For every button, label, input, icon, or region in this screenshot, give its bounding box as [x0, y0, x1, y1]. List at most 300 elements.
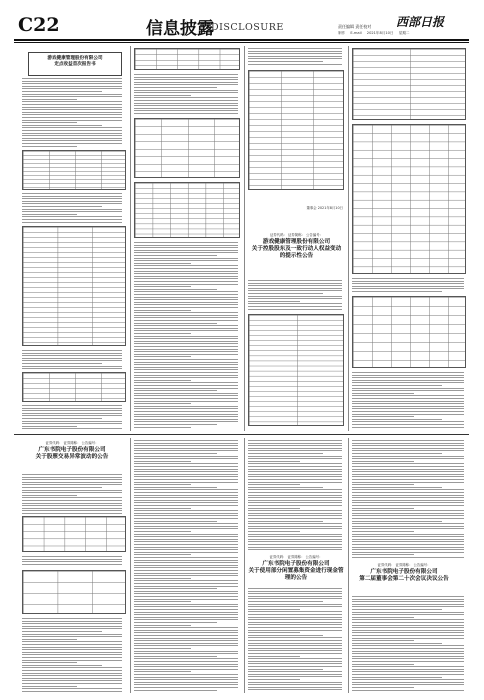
text-line [248, 285, 342, 286]
text-line [352, 401, 464, 402]
text-line [134, 492, 238, 493]
text-line [352, 523, 464, 524]
text-line [134, 677, 238, 678]
text-line [248, 653, 342, 654]
text-line [134, 690, 217, 691]
text-line [248, 611, 342, 612]
text-line [248, 531, 300, 532]
data-table [22, 372, 126, 402]
announcement-header [352, 562, 456, 592]
text-line [248, 466, 342, 467]
text-line [134, 317, 238, 318]
text-line [352, 601, 464, 602]
data-table [134, 48, 240, 70]
text-line [134, 105, 238, 106]
text-line [134, 82, 238, 83]
text-line [134, 474, 238, 475]
text-line [352, 604, 464, 605]
text-line [22, 675, 122, 676]
text-line [134, 411, 238, 412]
text-line [248, 513, 342, 514]
text-line [352, 622, 464, 623]
text-line [134, 310, 191, 311]
text-line [352, 531, 414, 532]
text-line [22, 484, 122, 485]
text-line [352, 674, 464, 675]
text-line [352, 500, 464, 501]
text-line [134, 521, 217, 522]
text-line [352, 456, 464, 457]
text-line [352, 421, 464, 422]
text-line [134, 375, 238, 376]
text-line [248, 541, 342, 542]
text-line [134, 674, 238, 675]
text-line [134, 534, 238, 535]
text-line [22, 418, 102, 419]
text-line [248, 640, 342, 641]
text-line [134, 377, 238, 378]
text-line [22, 125, 102, 126]
text-line [134, 476, 238, 477]
text-line [352, 606, 464, 607]
text-line [248, 528, 342, 529]
text-line [22, 495, 77, 496]
text-line [248, 474, 342, 475]
section-title: 信息披露 [146, 19, 214, 39]
newspaper-logo: 西部日报 [396, 15, 445, 29]
text-line [134, 552, 238, 553]
announcement-header [28, 52, 122, 76]
text-line [134, 271, 238, 272]
text-line [22, 513, 122, 514]
text-line [134, 523, 238, 524]
text-line [134, 403, 191, 404]
text-line [134, 398, 238, 399]
text-line [352, 619, 464, 620]
text-line [22, 135, 122, 136]
text-line [134, 351, 238, 352]
text-line [352, 661, 464, 662]
text-line [248, 309, 342, 310]
text-line [248, 280, 342, 281]
text-line [352, 596, 464, 597]
text-line [134, 95, 191, 96]
text-line [134, 440, 238, 441]
text-line [134, 297, 238, 298]
text-line [352, 382, 464, 383]
text-line [352, 640, 414, 641]
text-line [134, 679, 238, 680]
text-line [134, 388, 238, 389]
text-line [248, 515, 342, 516]
text-line [134, 528, 238, 529]
text-line [352, 403, 464, 404]
text-line [22, 505, 122, 506]
text-line [134, 252, 238, 253]
text-line [134, 547, 238, 548]
text-line [134, 510, 238, 511]
text-line [22, 350, 122, 351]
text-line [22, 368, 122, 369]
text-line [248, 671, 342, 672]
text-line [248, 51, 342, 52]
text-line [352, 479, 464, 480]
text-line [134, 643, 238, 644]
text-line [134, 458, 238, 459]
text-line [134, 354, 238, 355]
editor-line: 责任编辑 责任校对 [338, 24, 372, 29]
text-line [134, 557, 238, 558]
text-line [352, 690, 464, 691]
text-line [22, 490, 122, 491]
text-line [134, 471, 238, 472]
text-line [22, 104, 122, 105]
text-line [248, 674, 342, 675]
text-line [22, 360, 122, 361]
text-line [22, 654, 122, 655]
board-signature: 董事会 2021年8月10日 [306, 206, 343, 210]
text-line [134, 541, 238, 542]
text-line [134, 513, 238, 514]
text-line [22, 88, 122, 89]
text-line [352, 419, 442, 420]
text-line [352, 424, 464, 425]
text-line [22, 99, 77, 100]
text-line [22, 623, 122, 624]
text-line [352, 679, 464, 680]
text-line [134, 364, 238, 365]
text-line [248, 539, 342, 540]
text-line [352, 630, 464, 631]
text-line [248, 461, 300, 462]
text-line [352, 445, 464, 446]
issue-meta [338, 31, 414, 36]
text-line [22, 109, 122, 110]
text-line [134, 588, 217, 589]
text-line [248, 518, 342, 519]
text-line [134, 539, 238, 540]
text-line [22, 421, 122, 422]
text-line [134, 450, 238, 451]
text-line [352, 406, 464, 407]
text-line [134, 606, 238, 607]
text-line [248, 609, 300, 610]
text-line [134, 487, 217, 488]
text-line [248, 661, 342, 662]
text-line [134, 565, 238, 566]
column-divider [244, 46, 245, 431]
text-line [248, 502, 342, 503]
column-divider [244, 438, 245, 693]
text-line [248, 596, 342, 597]
text-line [134, 390, 217, 391]
text-line [134, 372, 238, 373]
text-line [248, 296, 342, 297]
text-line [134, 453, 217, 454]
text-line [134, 651, 238, 652]
text-line [134, 278, 238, 279]
text-line [352, 497, 464, 498]
text-line [352, 453, 442, 454]
text-line [134, 619, 238, 620]
text-line [134, 622, 217, 623]
text-line [248, 505, 342, 506]
data-table [22, 516, 126, 552]
text-line [22, 211, 122, 212]
text-line [22, 83, 122, 84]
text-line [134, 100, 238, 101]
text-line [22, 477, 122, 478]
text-line [248, 547, 342, 548]
text-line [22, 683, 122, 684]
text-line [248, 643, 342, 644]
text-line [22, 146, 77, 147]
text-line [248, 288, 342, 289]
text-line [352, 534, 464, 535]
text-line [22, 366, 122, 367]
text-line [352, 554, 414, 555]
text-line [352, 393, 414, 394]
text-line [22, 621, 122, 622]
text-line [134, 580, 238, 581]
text-line [22, 649, 122, 650]
text-line [22, 639, 77, 640]
announcement-company: 广东书院电子股份有限公司 [262, 561, 330, 567]
text-line [22, 120, 122, 121]
text-line [352, 671, 464, 672]
text-line [134, 479, 238, 480]
text-line [134, 445, 238, 446]
text-line [134, 591, 238, 592]
text-line [352, 372, 464, 373]
announcement-header [250, 232, 343, 276]
text-line [22, 492, 122, 493]
text-line [248, 544, 342, 545]
text-line [134, 87, 217, 88]
meta-item: E-mail [350, 31, 362, 35]
text-line [248, 656, 300, 657]
text-line [134, 258, 238, 259]
text-line [134, 484, 191, 485]
text-line [352, 536, 464, 537]
text-line [134, 427, 191, 428]
text-line [134, 349, 238, 350]
text-line [248, 614, 342, 615]
announcement-header [248, 554, 344, 584]
text-line [134, 315, 238, 316]
text-line [22, 405, 122, 406]
announcement-company: 广东书院电子股份有限公司 [38, 447, 106, 453]
data-table [22, 226, 126, 346]
text-line [22, 196, 122, 197]
text-line [248, 627, 342, 628]
text-line [352, 609, 442, 610]
text-line [134, 338, 238, 339]
text-line [134, 268, 238, 269]
text-line [134, 406, 238, 407]
text-line [352, 461, 414, 462]
text-line [134, 669, 238, 670]
text-line [134, 250, 238, 251]
text-line [134, 336, 238, 337]
text-line [352, 476, 464, 477]
text-line [22, 673, 122, 674]
data-table [352, 124, 466, 274]
text-line [22, 618, 122, 619]
text-line [352, 484, 414, 485]
text-line [352, 515, 464, 516]
text-line [134, 448, 238, 449]
text-line [352, 286, 464, 287]
meta-item: 制作 [338, 31, 346, 35]
text-line [352, 521, 442, 522]
text-line [248, 440, 342, 441]
text-line [352, 632, 464, 633]
text-line [22, 140, 122, 141]
text-line [352, 518, 464, 519]
text-line [22, 219, 122, 220]
text-line [22, 122, 77, 123]
text-line [22, 667, 122, 668]
text-line [248, 469, 342, 470]
text-line [134, 320, 238, 321]
text-line [134, 575, 238, 576]
text-line [134, 466, 238, 467]
text-line [352, 463, 464, 464]
text-line [22, 479, 122, 480]
announcement-company: 广东书院电子股份有限公司 [370, 569, 438, 575]
text-line [352, 502, 464, 503]
text-line [134, 570, 238, 571]
text-line [248, 521, 323, 522]
text-line [134, 497, 238, 498]
text-line [248, 684, 342, 685]
text-line [134, 617, 238, 618]
text-line [352, 489, 464, 490]
text-line [352, 380, 464, 381]
text-line [22, 193, 122, 194]
text-line [134, 359, 238, 360]
text-line [248, 453, 323, 454]
text-line [22, 503, 122, 504]
text-line [248, 482, 342, 483]
text-line [134, 599, 238, 600]
text-line [134, 463, 238, 464]
text-line [22, 556, 122, 557]
text-line [248, 495, 342, 496]
announcement-header [22, 440, 122, 470]
announcement-code: 证券代码： 证券简称： 公告编号： [377, 563, 431, 567]
text-line [248, 53, 342, 54]
text-line [248, 48, 342, 49]
text-line [22, 81, 122, 82]
text-line [352, 443, 464, 444]
announcement-title: 定点收益首次报告书 [54, 62, 96, 67]
text-line [134, 536, 238, 537]
text-line [22, 628, 122, 629]
text-line [248, 650, 342, 651]
text-line [134, 416, 238, 417]
text-line [248, 290, 342, 291]
announcement-code: 证券代码： 证券简称： 公告编号： [45, 441, 99, 445]
text-line [134, 508, 191, 509]
text-line [134, 367, 238, 368]
text-line [22, 670, 122, 671]
text-line [352, 599, 464, 600]
text-line [22, 634, 122, 635]
text-line [248, 632, 300, 633]
text-line [134, 661, 238, 662]
text-line [134, 369, 238, 370]
text-line [134, 684, 238, 685]
meta-item: 2021年8月10日 [366, 31, 394, 35]
text-line [134, 92, 238, 93]
text-line [134, 255, 217, 256]
text-line [352, 669, 464, 670]
text-line [248, 676, 342, 677]
text-line [352, 450, 464, 451]
text-line [248, 624, 342, 625]
text-line [352, 645, 464, 646]
text-line [134, 362, 238, 363]
text-line [22, 363, 102, 364]
text-line [134, 84, 238, 85]
text-line [248, 56, 342, 57]
text-line [352, 684, 464, 685]
text-line [134, 346, 238, 347]
text-line [248, 526, 342, 527]
text-line [22, 214, 77, 215]
text-line [248, 598, 342, 599]
text-line [352, 474, 464, 475]
text-line [134, 656, 217, 657]
text-line [352, 541, 464, 542]
text-line [22, 564, 122, 565]
text-line [22, 222, 122, 223]
text-line [352, 544, 464, 545]
text-line [134, 648, 191, 649]
text-line [134, 393, 238, 394]
text-line [352, 617, 414, 618]
text-line [22, 691, 122, 692]
text-line [134, 265, 238, 266]
text-line [248, 456, 342, 457]
masthead-rule-thin [14, 42, 469, 43]
text-line [134, 79, 238, 80]
text-line [248, 663, 342, 664]
text-line [352, 557, 464, 558]
text-line [248, 622, 342, 623]
text-line [352, 656, 464, 657]
text-line [22, 474, 122, 475]
text-line [352, 653, 464, 654]
text-line [134, 658, 238, 659]
text-line [22, 353, 122, 354]
text-line [248, 604, 342, 605]
announcement-title: 第二届董事会第二十次会议决议公告 [359, 576, 449, 582]
text-line [22, 678, 122, 679]
text-line [134, 333, 191, 334]
text-line [134, 515, 238, 516]
text-line [352, 547, 464, 548]
text-line [134, 110, 238, 111]
announcement-title: 关于股票交易异常波动的公告 [35, 454, 109, 460]
text-line [22, 626, 122, 627]
text-line [352, 416, 414, 417]
text-line [22, 130, 122, 131]
text-line [22, 86, 122, 87]
text-line [134, 424, 217, 425]
